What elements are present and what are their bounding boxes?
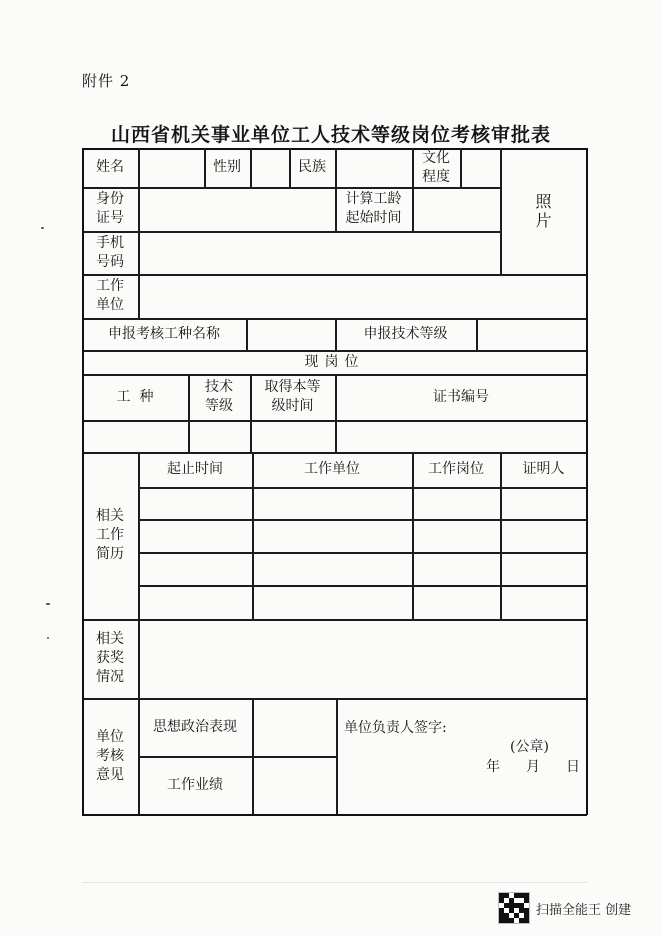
post-acquired-header: 取得本等级时间 (264, 379, 321, 414)
mobile-field[interactable] (138, 231, 500, 274)
gender-field[interactable] (250, 148, 289, 187)
political-label: 思想政治表现 (153, 718, 237, 735)
scanner-watermark (498, 892, 631, 924)
post-trade-header: 工 种 (116, 388, 154, 405)
resume-header-period: 起止时间 (167, 461, 223, 477)
political-field[interactable] (252, 698, 336, 756)
resume-row-1-employer[interactable] (252, 487, 412, 519)
apply-trade-label: 申报考核工种名称 (108, 325, 220, 342)
resume-row-1-witness[interactable] (500, 487, 587, 519)
ethnicity-field[interactable] (335, 148, 412, 187)
name-label: 姓名 (96, 159, 124, 175)
date-day: 日 (566, 759, 580, 775)
resume-row-2-period[interactable] (138, 519, 252, 552)
ethnicity-label: 民族 (298, 159, 326, 175)
id-label: 身份证号 (96, 191, 124, 226)
watermark-text: 扫描全能王 创建 (536, 902, 632, 918)
date-month: 月 (526, 759, 540, 775)
scan-speck (41, 227, 44, 229)
resume-row-2-witness[interactable] (500, 519, 587, 552)
apply-grade-field[interactable] (476, 318, 587, 350)
resume-section-label: 相关工作简历 (96, 508, 124, 562)
resume-row-4-employer[interactable] (252, 585, 412, 619)
photo-area[interactable]: 照片 (535, 192, 552, 230)
employer-label: 工作单位 (96, 278, 124, 313)
resume-row-4-post[interactable] (412, 585, 500, 619)
resume-header-witness: 证明人 (522, 461, 565, 477)
employer-field[interactable] (138, 274, 587, 318)
rule-bottom (82, 814, 587, 816)
post-trade-field[interactable] (82, 420, 188, 452)
id-field[interactable] (138, 187, 335, 231)
approval-form-table (82, 148, 587, 793)
resume-header-post: 工作岗位 (428, 461, 484, 477)
resume-row-2-post[interactable] (412, 519, 500, 552)
signature-label: 单位负责人签字: (344, 720, 447, 736)
resume-row-3-employer[interactable] (252, 552, 412, 585)
attachment-label: 附件 2 (82, 72, 131, 90)
post-acquired-field[interactable] (250, 420, 335, 452)
seniority-start-label: 计算工龄起始时间 (345, 191, 402, 226)
resume-header-employer: 工作单位 (304, 461, 360, 477)
scan-bottom-edge (82, 882, 587, 883)
resume-row-3-post[interactable] (412, 552, 500, 585)
performance-label: 工作业绩 (167, 776, 223, 793)
apply-trade-field[interactable] (246, 318, 335, 350)
education-field[interactable] (460, 148, 500, 187)
awards-label: 相关获奖情况 (96, 631, 124, 685)
current-post-section-label: 现岗位 (304, 353, 365, 370)
qr-code-icon (498, 892, 530, 924)
scan-speck (47, 637, 49, 639)
resume-row-4-witness[interactable] (500, 585, 587, 619)
seniority-start-field[interactable] (412, 187, 500, 231)
performance-field[interactable] (252, 756, 336, 814)
resume-row-1-post[interactable] (412, 487, 500, 519)
apply-grade-label: 申报技术等级 (363, 325, 448, 342)
resume-row-4-period[interactable] (138, 585, 252, 619)
form-title: 山西省机关事业单位工人技术等级岗位考核审批表 (110, 124, 551, 146)
post-grade-field[interactable] (188, 420, 250, 452)
mobile-label: 手机号码 (96, 234, 124, 270)
post-cert-field[interactable] (335, 420, 587, 452)
date-year: 年 (486, 759, 500, 775)
resume-row-1-period[interactable] (138, 487, 252, 519)
scan-speck (46, 603, 50, 605)
name-field[interactable] (138, 148, 204, 187)
seal-label: (公章) (510, 739, 549, 755)
awards-field[interactable] (138, 619, 587, 698)
education-label: 文化程度 (422, 149, 450, 185)
post-grade-header: 技术等级 (205, 379, 233, 414)
resume-row-3-witness[interactable] (500, 552, 587, 585)
resume-row-2-employer[interactable] (252, 519, 412, 552)
signature-area[interactable] (336, 698, 587, 814)
assessment-section-label: 单位考核意见 (96, 728, 124, 783)
gender-label: 性别 (213, 159, 241, 175)
resume-row-3-period[interactable] (138, 552, 252, 585)
post-cert-header: 证书编号 (433, 388, 489, 405)
